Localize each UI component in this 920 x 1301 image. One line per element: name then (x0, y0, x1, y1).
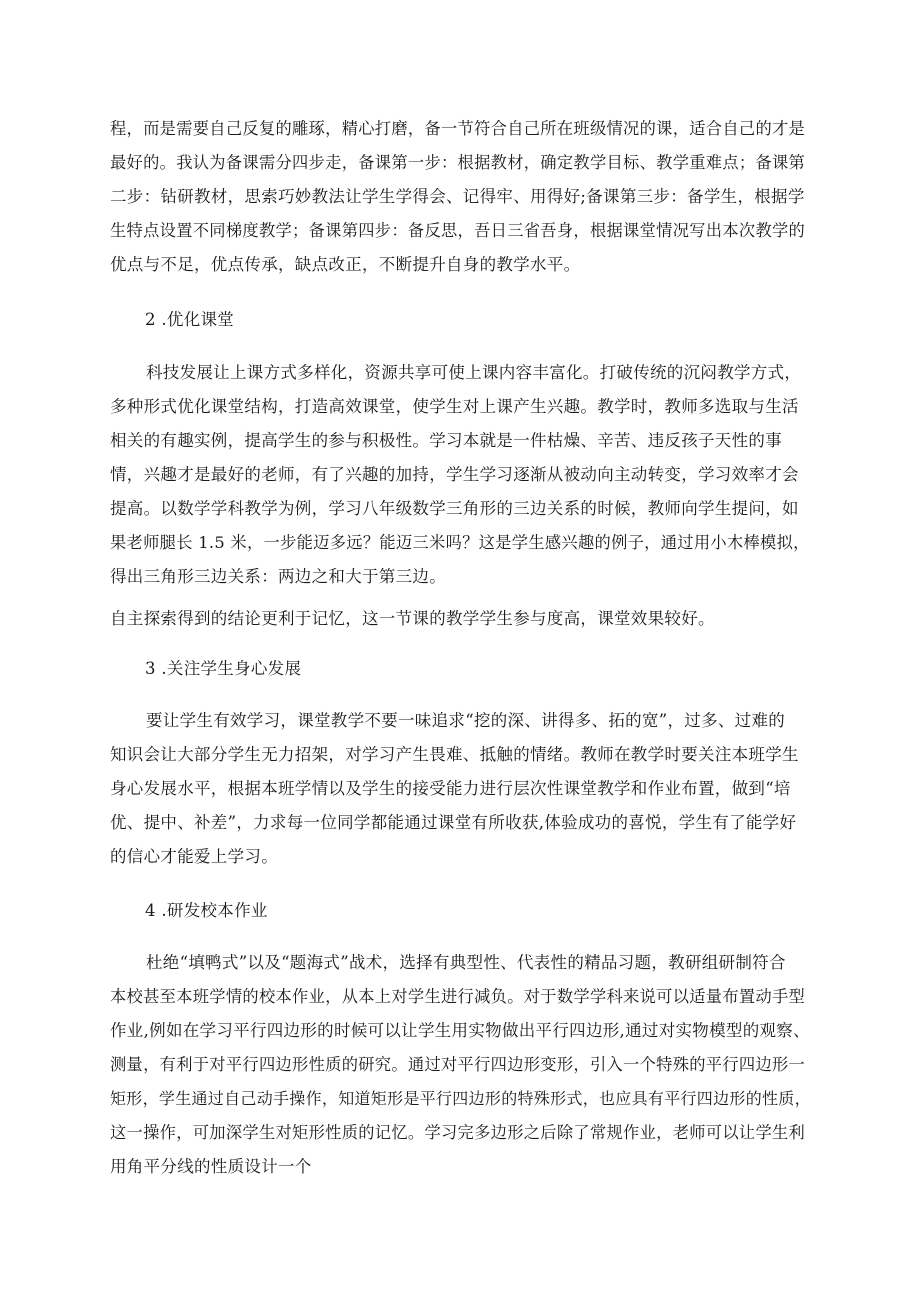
paragraph-line: 矩形，学生通过自己动手操作，知道矩形是平行四边形的特殊形式，也应具有平行四边形的性质， (110, 1089, 811, 1108)
paragraph-line: 果老师腿长 1.5 米，一步能迈多远？能迈三米吗？这是学生感兴趣的例子，通过用小木棒模拟， (110, 533, 810, 552)
paragraph-line: 身心发展水平，根据本班学情以及学生的接受能力进行层次性课堂教学和作业布置，做到“培 (110, 779, 791, 798)
paragraph-line: 二步：钻研教材，思索巧妙教法让学生学得会、记得牢、用得好;备课第三步：备学生，根据学 (110, 187, 805, 206)
paragraph-line: 优、提中、补差”，力求每一位同学都能通过课堂有所收获,体验成功的喜悦，学生有了能学好 (110, 813, 797, 832)
paragraph-line: 作业,例如在学习平行四边形的时候可以让学生用实物做出平行四边形,通过对实物模型的观察、 (110, 1021, 810, 1040)
paragraph-line: 得出三角形三边关系：两边之和大于第三边。 (110, 567, 446, 586)
paragraph-line: 程，而是需要自己反复的雕琢，精心打磨，备一节符合自己所在班级情况的课，适合自己的才是 (110, 119, 806, 138)
paragraph-line: 相关的有趣实例，提高学生的参与积极性。学习本就是一件枯燥、辛苦、违反孩子天性的事 (110, 431, 782, 450)
paragraph-line: 要让学生有效学习，课堂教学不要一味追求“挖的深、讲得多、拓的宽”，过多、过难的 (146, 711, 786, 730)
paragraph-line: 科技发展让上课方式多样化，资源共享可使上课内容丰富化。打破传统的沉闷教学方式， (146, 363, 802, 382)
section-heading-4: 4 .研发校本作业 (145, 901, 268, 920)
paragraph-line: 用角平分线的性质设计一个 (110, 1157, 312, 1176)
paragraph-line: 优点与不足，优点传承，缺点改正，不断提升自身的教学水平。 (110, 255, 581, 274)
section-heading-3: 3 .关注学生身心发展 (145, 659, 302, 678)
paragraph-line: 多种形式优化课堂结构，打造高效课堂，使学生对上课产生兴趣。教学时，教师多选取与生活 (110, 397, 799, 416)
paragraph-line: 的信心才能爱上学习。 (110, 847, 278, 866)
paragraph-line: 情，兴趣才是最好的老师，有了兴趣的加持，学生学习逐渐从被动向主动转变，学习效率才会 (110, 465, 799, 484)
paragraph-line: 知识会让大部分学生无力招架，对学习产生畏难、抵触的情绪。教师在教学时要关注本班学生 (110, 745, 799, 764)
paragraph-line: 提高。以数学学科教学为例，学习八年级数学三角形的三边关系的时候，教师向学生提问，如 (110, 499, 799, 518)
paragraph-line: 生特点设置不同梯度教学；备课第四步：备反思，吾日三省吾身，根据课堂情况写出本次教学的 (110, 221, 806, 240)
paragraph-line: 自主探索得到的结论更利于记忆，这一节课的教学学生参与度高，课堂效果较好。 (110, 609, 715, 628)
paragraph-line: 最好的。我认为备课需分四步走，备课第一步：根据教材，确定教学目标、教学重难点；备课第 (110, 153, 806, 172)
paragraph-line: 本校甚至本班学情的校本作业，从本上对学生进行减负。对于数学学科来说可以适量布置动手型 (110, 987, 806, 1006)
paragraph-line: 杜绝“填鸭式”以及“题海式”战术，选择有典型性、代表性的精品习题，教研组研制符合 (146, 953, 786, 972)
paragraph-line: 这一操作，可加深学生对矩形性质的记忆。学习完多边形之后除了常规作业，老师可以让学生利 (110, 1123, 806, 1142)
paragraph-line: 测量，有利于对平行四边形性质的研究。通过对平行四边形变形，引入一个特殊的平行四边形一 (110, 1055, 806, 1074)
section-heading-2: 2 .优化课堂 (145, 310, 235, 329)
